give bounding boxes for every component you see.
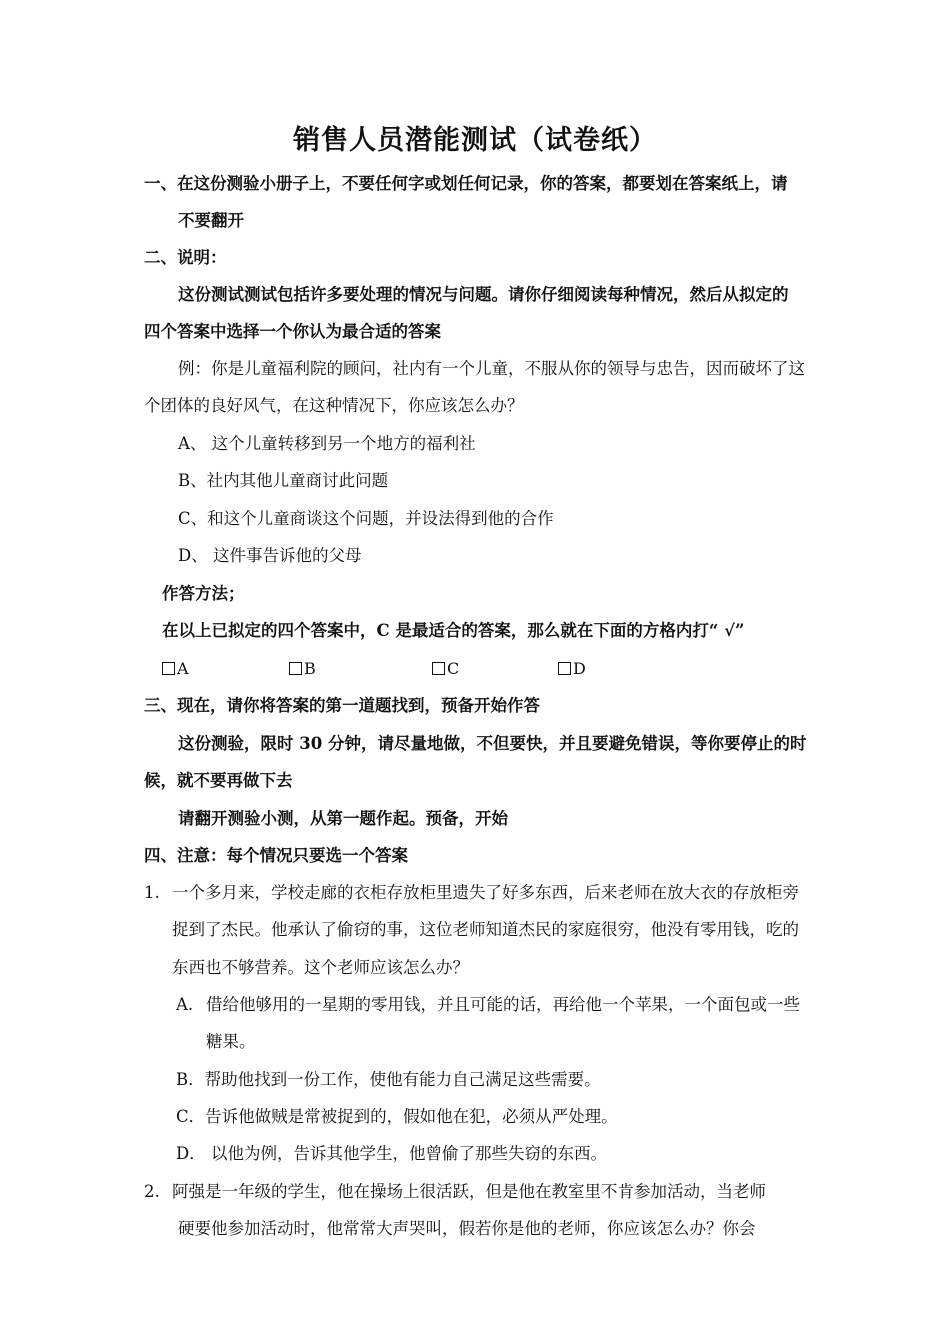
answer-method-post: 是最适合的答案，那么就在下面的方格内打“ √”: [389, 621, 745, 640]
q1-line2: 捉到了杰民。他承认了偷窃的事，这位老师知道杰民的家庭很穷，他没有零用钱，吃的: [172, 920, 799, 939]
example-option-c: C、和这个儿童商谈这个问题，并设法得到他的合作: [178, 509, 554, 528]
sec1-line2: 不要翻开: [178, 211, 244, 230]
q1-option-a-line1: 借给他够用的一星期的零用钱，并且可能的话，再给他一个苹果，一个面包或一些: [206, 995, 800, 1014]
checkbox-a-label: A: [177, 659, 189, 678]
q1-option-c: C．告诉他做贼是常被捉到的，假如他在犯，必须从严处理。: [176, 1107, 618, 1126]
checkbox-d[interactable]: [558, 658, 586, 680]
page-title: 销售人员潜能测试（试卷纸）: [293, 125, 657, 156]
sec3-heading: 三、现在，请你将答案的第一道题找到，预备开始作答: [144, 696, 540, 715]
sec3-paragraph-line2: 候，就不要再做下去: [144, 771, 293, 790]
sec3-paragraph-line1: 这份测验，限时 30 分钟，请尽量地做，不但要快，并且要避免错误，等你要停止的时: [178, 734, 807, 753]
q1-option-a-label: A.: [176, 995, 194, 1014]
q2-line1: 阿强是一年级的学生，他在操场上很活跃，但是他在教室里不肯参加活动，当老师: [172, 1182, 766, 1201]
answer-method-c: C: [376, 621, 390, 640]
q1-option-d: D． 以他为例，告诉其他学生，他曾偷了那些失窃的东西。: [176, 1144, 607, 1163]
answer-method-text: [162, 620, 744, 642]
checkbox-b-label: B: [304, 659, 316, 678]
sec2-heading: 二、说明：: [144, 248, 227, 267]
q1-line3: 东西也不够营养。这个老师应该怎么办？: [172, 958, 469, 977]
sec4-heading: 四、注意：每个情况只要选一个答案: [144, 846, 408, 865]
sec2-paragraph-line1: 这份测试测试包括许多要处理的情况与问题。请你仔细阅读每种情况，然后从拟定的: [178, 285, 789, 304]
checkbox-square-icon: [289, 662, 302, 675]
sec2-paragraph-line2: 四个答案中选择一个你认为最合适的答案: [144, 322, 441, 341]
checkbox-c[interactable]: [432, 658, 459, 680]
checkbox-b[interactable]: [289, 658, 316, 680]
example-option-d: D、 这件事告诉他的父母: [178, 546, 362, 565]
q1-option-b: B．帮助他找到一份工作，使他有能力自己满足这些需要。: [176, 1070, 601, 1089]
checkbox-c-label: C: [447, 659, 460, 678]
example-line1: 例：你是儿童福利院的顾问，社内有一个儿童，不服从你的领导与忠告，因而破坏了这: [178, 359, 805, 378]
example-line2: 个团体的良好风气，在这种情况下，你应该怎么办？: [144, 396, 524, 415]
q1-option-a-line2: 糖果。: [206, 1032, 256, 1051]
example-option-a: A、 这个儿童转移到另一个地方的福利社: [178, 434, 476, 453]
sec3-paragraph2: 请翻开测验小测，从第一题作起。预备，开始: [178, 809, 508, 828]
checkbox-a[interactable]: [162, 658, 189, 680]
answer-method-pre: 在以上已拟定的四个答案中，: [162, 621, 377, 640]
q1-line1: 一个多月来，学校走廊的衣柜存放柜里遗失了好多东西，后来老师在放大衣的存放柜旁: [172, 883, 799, 902]
q2-line2: 硬要他参加活动时，他常常大声哭叫，假若你是他的老师，你应该怎么办？你会: [178, 1219, 756, 1238]
checkbox-square-icon: [162, 662, 175, 675]
q2-number: 2.: [144, 1182, 160, 1201]
answer-method-label: 作答方法；: [162, 584, 245, 603]
checkbox-square-icon: [558, 662, 571, 675]
example-option-b: B、社内其他儿童商讨此问题: [178, 471, 389, 490]
checkbox-d-label: D: [573, 659, 586, 678]
sec1-line1: 一、在这份测验小册子上，不要任何字或划任何记录，你的答案，都要划在答案纸上，请: [144, 174, 788, 193]
checkbox-square-icon: [432, 662, 445, 675]
q1-number: 1.: [144, 883, 160, 902]
